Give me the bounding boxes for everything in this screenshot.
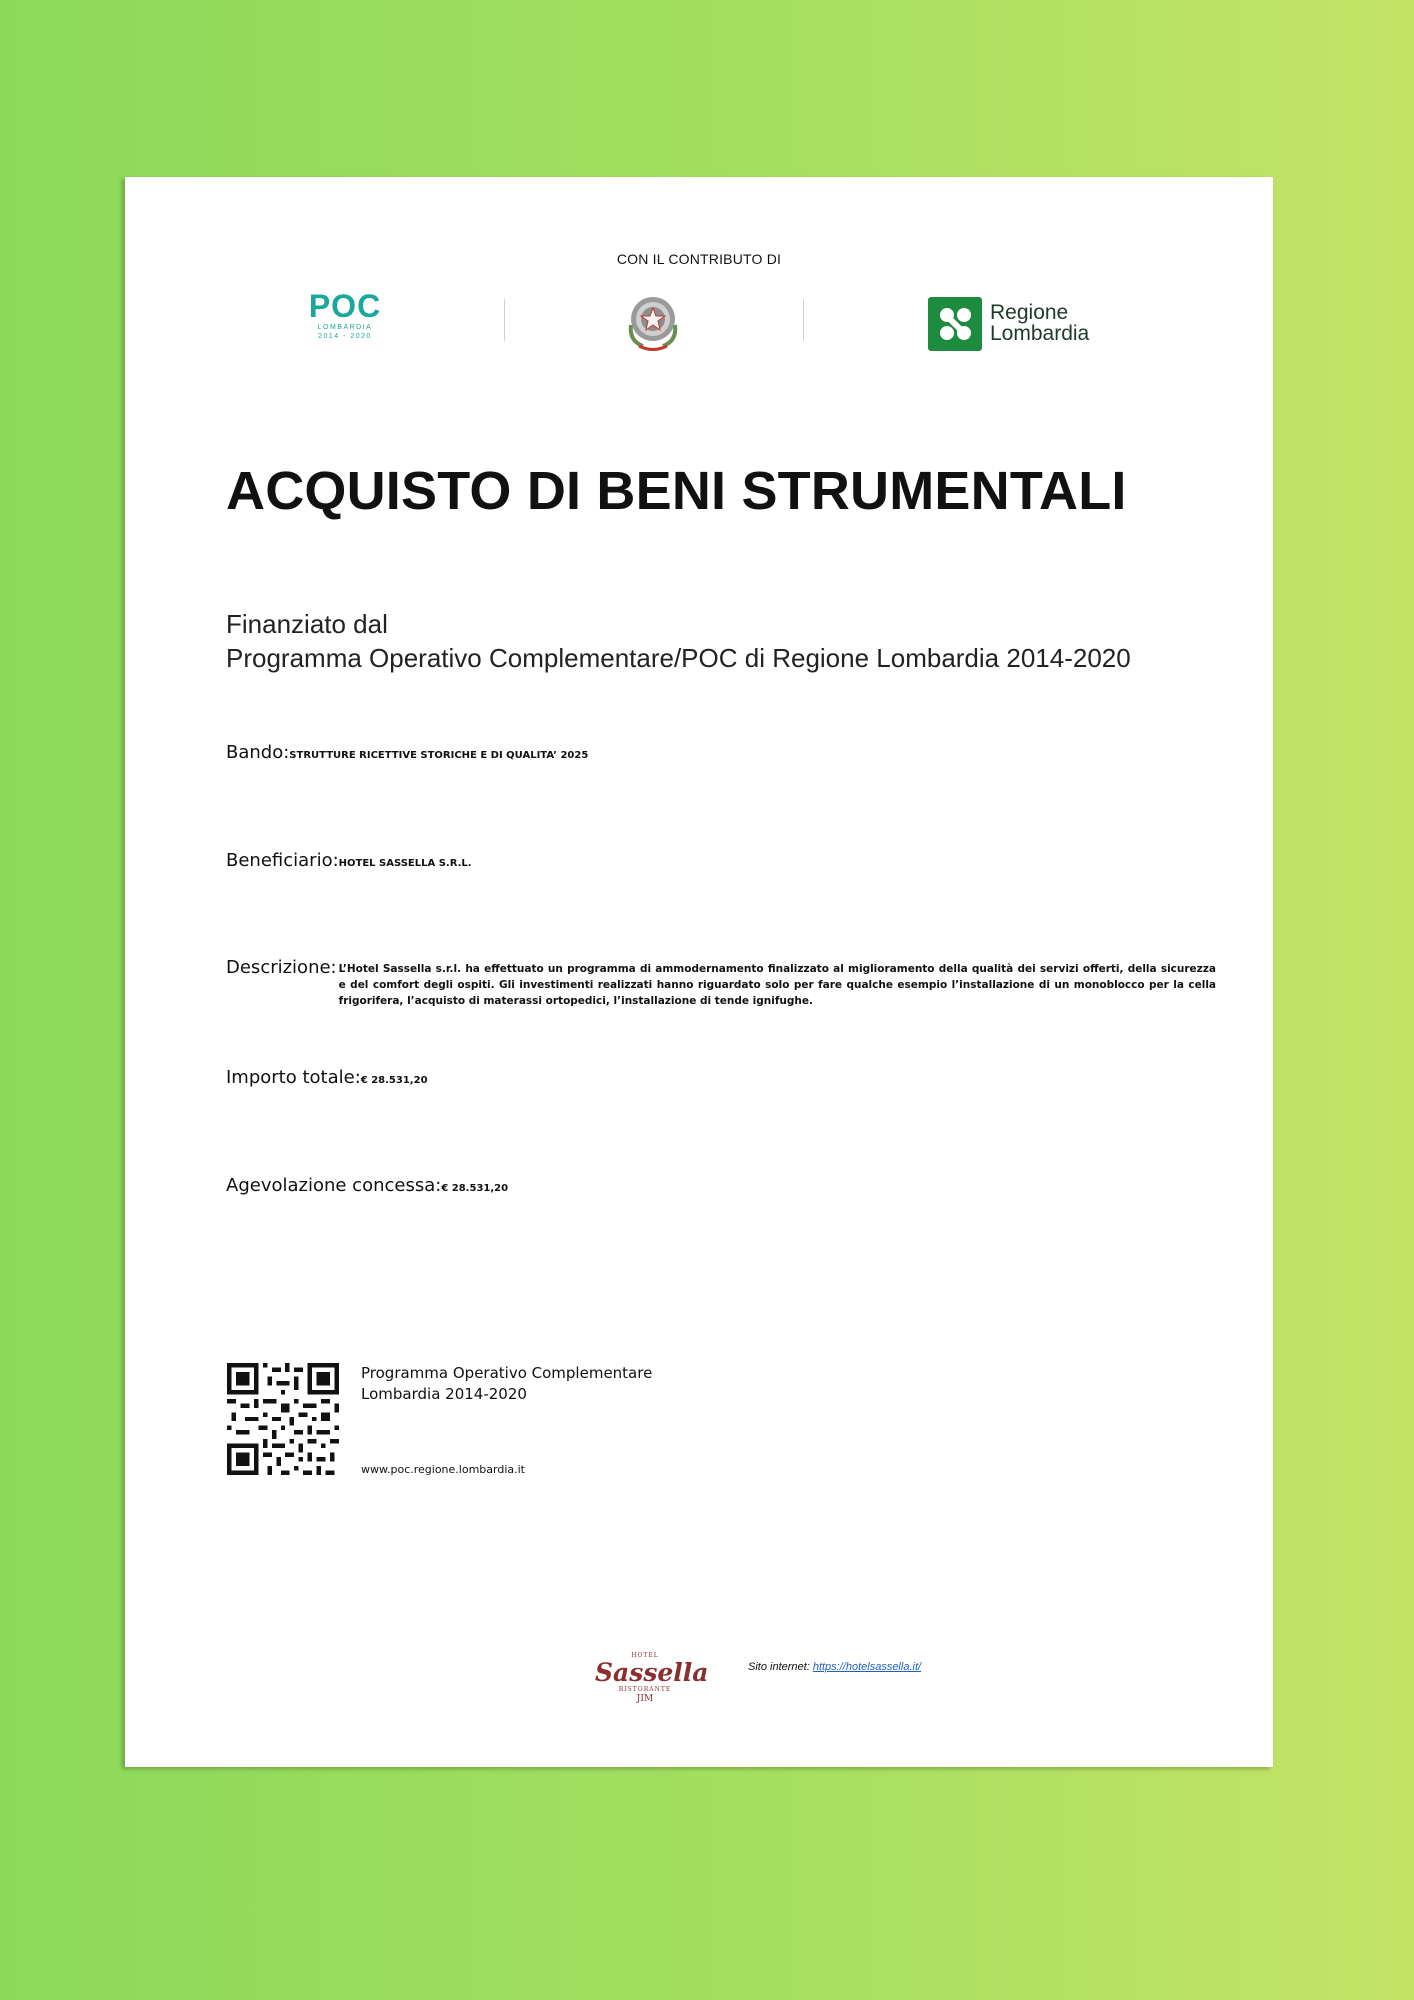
- regione-lombardia-text: [990, 302, 1089, 344]
- bando-label: Bando:: [226, 742, 290, 763]
- poc-logo-region: LOMBARDIA: [317, 324, 373, 331]
- agevolazione-label: Agevolazione concessa:: [226, 1175, 442, 1196]
- sassella-logo-ristorante: RISTORANTE: [618, 1686, 672, 1693]
- qr-code-icon[interactable]: [227, 1363, 339, 1475]
- agevolazione-value: € 28.531,20: [441, 1183, 509, 1194]
- bando-field: [226, 742, 588, 763]
- financing-program: Programma Operativo Complementare/POC di Regione Lombardia 2014-2020: [226, 643, 1131, 673]
- hotel-website-link[interactable]: https://hotelsassella.it/: [812, 1661, 922, 1673]
- hotel-sassella-logo: [595, 1652, 709, 1704]
- logo-bar: [125, 289, 1273, 359]
- page-title: ACQUISTO DI BENI STRUMENTALI: [226, 461, 1127, 521]
- sassella-logo-name: Sassella: [595, 1658, 709, 1687]
- logo-divider: [504, 299, 505, 341]
- importo-field: [226, 1067, 428, 1088]
- agevolazione-field: [226, 1175, 508, 1196]
- poster-sheet: [125, 177, 1273, 1767]
- poc-logo-word: POC: [308, 288, 382, 324]
- regione-lombardia-mark-icon: [928, 297, 982, 351]
- poc-lombardia-logo: [300, 289, 390, 341]
- descrizione-field: [226, 957, 1216, 1009]
- site-info: [748, 1661, 921, 1673]
- poc-logo-years: 2014 - 2020: [318, 333, 372, 340]
- qr-program-line1: Programma Operativo Complementare: [361, 1364, 653, 1382]
- italian-republic-emblem-icon: [625, 291, 681, 353]
- contributo-label: CON IL CONTRIBUTO DI: [616, 251, 782, 267]
- beneficiario-value: HOTEL SASSELLA S.R.L.: [338, 858, 472, 869]
- site-label: Sito internet:: [748, 1661, 810, 1673]
- descrizione-value: L’Hotel Sassella s.r.l. ha effettuato un programma di ammodernamento finalizzato al miglioramento della qualità dei servizi offerti, della sicurezza e del comfort degli ospiti. Gli investimenti realizzati hanno riguardato solo per fare qualche esempio l’installazione di un monoblocco per la cella frigorifera, l’acquisto di materassi ortopedici, l’installazione di tende ignifughe.: [338, 963, 1216, 1007]
- importo-label: Importo totale:: [226, 1067, 361, 1088]
- qr-program-line2: Lombardia 2014-2020: [361, 1385, 527, 1403]
- logo-divider: [803, 299, 804, 341]
- descrizione-label: Descrizione:: [226, 957, 337, 978]
- financing-intro: Finanziato dal: [226, 609, 388, 639]
- beneficiario-field: [226, 850, 472, 871]
- regione-word: Regione: [990, 301, 1069, 324]
- poc-website-link[interactable]: www.poc.regione.lombardia.it: [361, 1463, 525, 1476]
- sassella-logo-mono: JIM: [636, 1694, 654, 1704]
- sassella-logo-hotel: HOTEL: [631, 1652, 659, 1659]
- lombardia-word: Lombardia: [990, 322, 1090, 345]
- bando-value: STRUTTURE RICETTIVE STORICHE E DI QUALITA’ 2025: [289, 750, 589, 761]
- importo-value: € 28.531,20: [360, 1075, 428, 1086]
- beneficiario-label: Beneficiario:: [226, 850, 339, 871]
